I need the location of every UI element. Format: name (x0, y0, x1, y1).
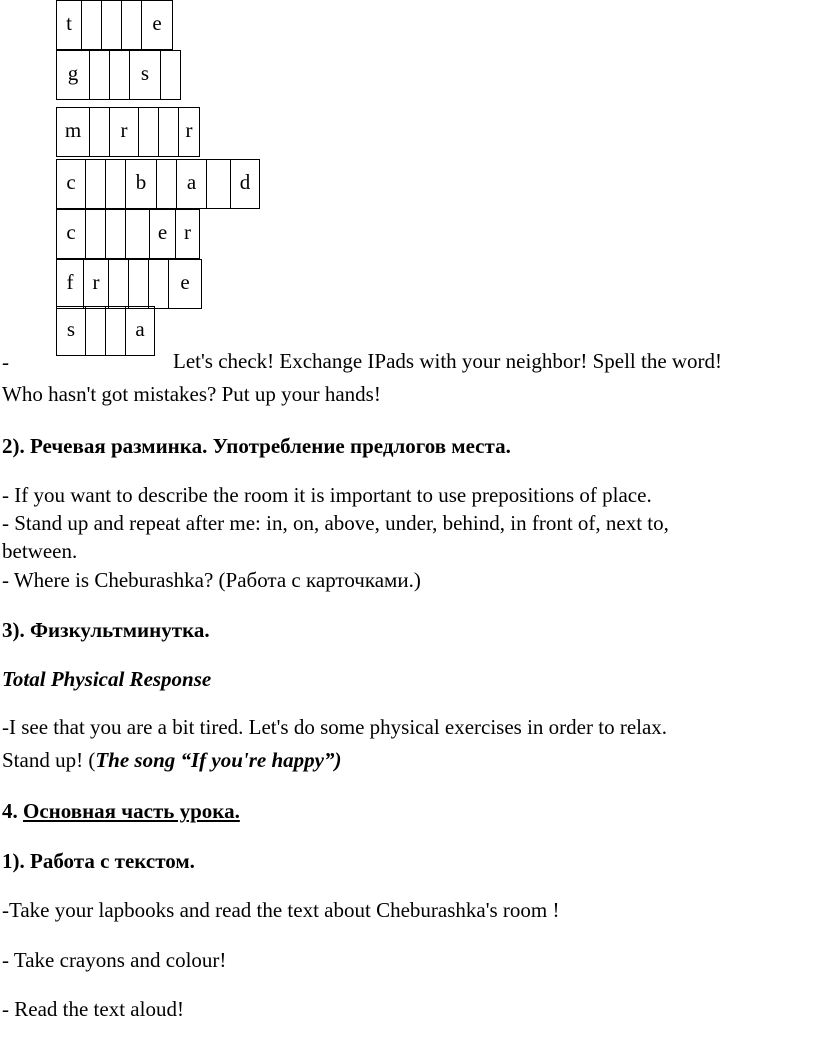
crossword-cell: g (56, 50, 90, 100)
mistakes-question: Who hasn't got mistakes? Put up your hands! (2, 382, 381, 406)
crossword-cell: r (83, 259, 109, 309)
crossword-cell (109, 50, 130, 100)
standup-song-line (2, 750, 342, 771)
crossword-cell: e (168, 259, 202, 309)
standup-prefix: Stand up! ( (2, 748, 96, 772)
crossword-cell: t (56, 0, 82, 50)
crossword-cell: s (56, 306, 86, 356)
lapbooks-instruction: -Take your lapbooks and read the text about Cheburashka's room ! (2, 898, 560, 922)
repeat-instruction: - Stand up and repeat after me: in, on, above, under, behind, in front of, next to, (2, 511, 669, 535)
crossword-cell: e (141, 0, 173, 50)
bullet-dash: - (2, 350, 9, 374)
crossword-cell (138, 107, 159, 157)
crossword-cell (156, 159, 177, 209)
crossword-cell (81, 0, 102, 50)
crossword-cell (85, 159, 106, 209)
section-heading-text-work: 1). Работа с текстом. (2, 849, 195, 873)
crossword-cell: r (178, 107, 200, 157)
crossword-cell (89, 107, 110, 157)
section-heading-physical: 3). Физкультминутка. (2, 618, 210, 642)
crossword-cell (206, 159, 231, 209)
crossword-cell (121, 0, 142, 50)
crossword-cell: c (56, 159, 86, 209)
crossword-cell (160, 50, 181, 100)
crossword-cell: a (176, 159, 207, 209)
crossword-cell (158, 107, 179, 157)
crayons-instruction: - Take crayons and colour! (2, 948, 227, 972)
crossword-cell: d (230, 159, 260, 209)
crossword-cell (105, 306, 126, 356)
repeat-instruction-continued: between. (2, 539, 78, 563)
tpr-heading: Total Physical Response (2, 667, 212, 691)
crossword-cell (101, 0, 122, 50)
crossword-cell (108, 259, 129, 309)
crossword-cell (148, 259, 169, 309)
crossword-cell: f (56, 259, 84, 309)
crossword-cell (85, 306, 106, 356)
tired-instruction: -I see that you are a bit tired. Let's do some physical exercises in order to relax. (2, 715, 668, 739)
crossword-cell (105, 159, 126, 209)
where-question: - Where is Cheburashka? (Работа с карточками.) (2, 568, 421, 592)
crossword-cell (125, 209, 150, 259)
section-heading-main (2, 801, 240, 822)
crossword-cell: r (109, 107, 139, 157)
crossword-cell: m (56, 107, 90, 157)
crossword-cell: c (56, 209, 86, 259)
crossword-cell (128, 259, 149, 309)
crossword-cell: a (125, 306, 155, 356)
read-aloud-instruction: - Read the text aloud! (2, 997, 184, 1021)
section-heading-speech-warmup: 2). Речевая разминка. Употребление предлогов места. (2, 434, 511, 458)
crossword-cell (85, 209, 106, 259)
section-number: 4. (2, 799, 23, 823)
crossword-cell: r (175, 209, 200, 259)
prepositions-intro: - If you want to describe the room it is important to use prepositions of place. (2, 483, 652, 507)
check-instruction: Let's check! Exchange IPads with your neighbor! Spell the word! (173, 349, 723, 373)
section-title: Основная часть урока. (23, 799, 240, 823)
crossword-cell (89, 50, 110, 100)
crossword-cell: b (125, 159, 157, 209)
crossword-cell: e (149, 209, 176, 259)
crossword-cell: s (129, 50, 161, 100)
crossword-cell (105, 209, 126, 259)
song-title: The song “If you're happy”) (95, 748, 342, 772)
